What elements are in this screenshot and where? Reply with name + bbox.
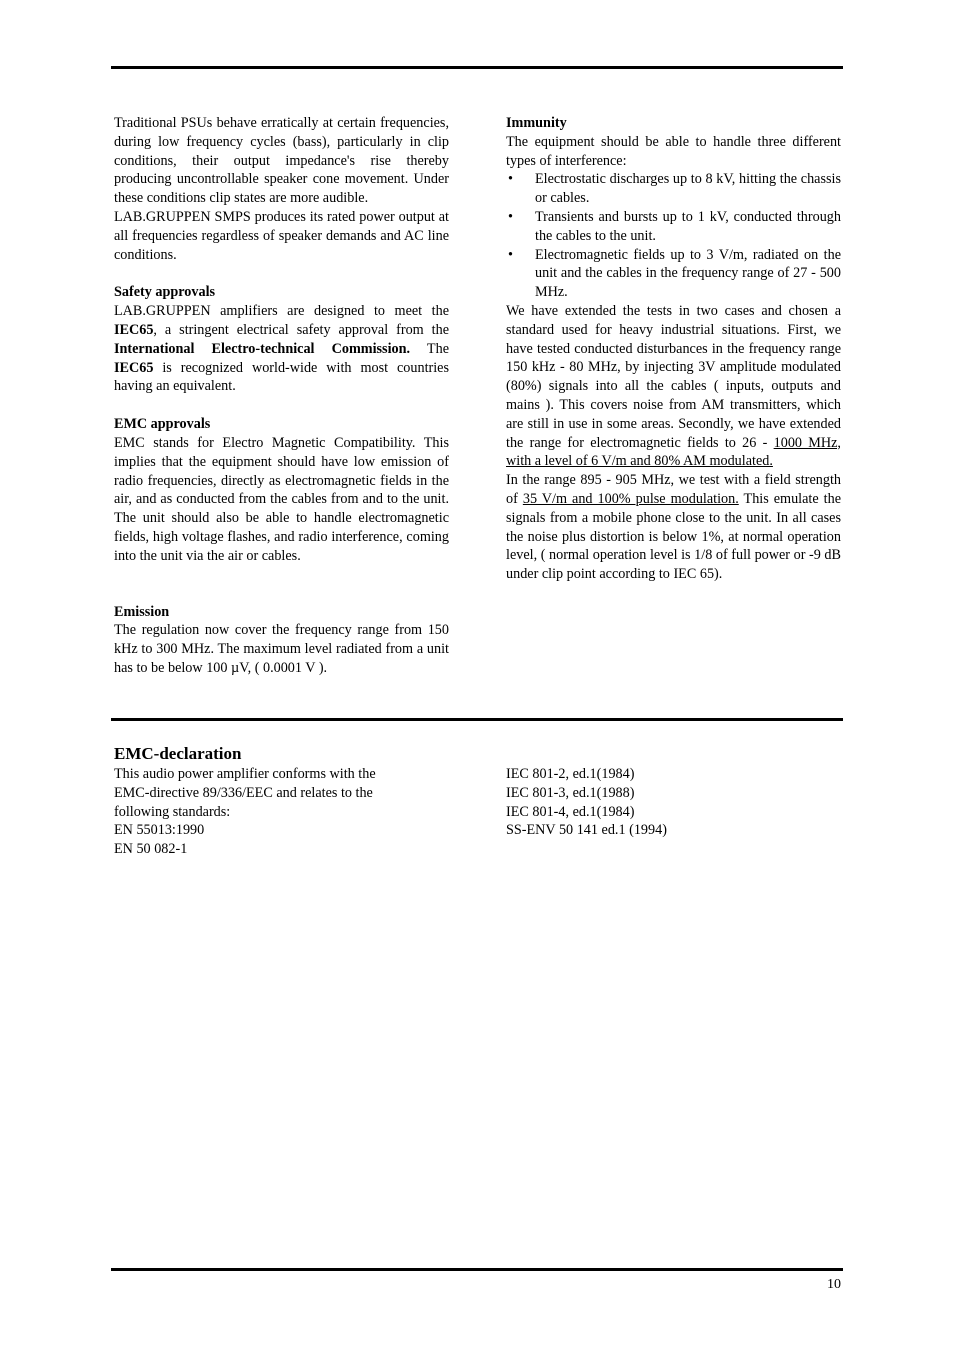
declaration-title: EMC-declaration [114,744,242,763]
declaration-right [506,765,826,840]
declaration-line: EMC-directive 89/336/EEC and relates to the [114,784,373,801]
standard-item: SS-ENV 50 141 ed.1 (1994) [506,822,667,839]
smps-paragraph: LAB.GRUPPEN SMPS produces its rated power output at all frequencies regardless of speaker demands and AC line conditions. [114,208,449,263]
standard-item: IEC 801-4, ed.1(1984) [506,803,635,820]
list-item: • Electromagnetic fields up to 3 V/m, radiated on the unit and the cables in the frequency range of 27 - 500 MHz. [506,246,841,302]
declaration-left [114,765,434,859]
extended-tests-paragraph: We have extended the tests in two cases and chosen a standard used for heavy industrial situations. First, we have tested conducted disturbances in the frequency range 150 kHz - 80 MHz, by injecting 3V amplitude modulated (80%) signals into all the cables ( inputs, outputs and mains ). This covers noise from AM transmitters, which are still in use in some areas. Secondly, we have extended the range for electromagnetic fields to 26 - 1000 MHz, with a level of 6 V/m and 80% AM modulated. [506,302,841,470]
declaration-line: This audio power amplifier conforms with the [114,766,376,782]
emc-declaration-section [114,743,841,858]
list-item: • Electrostatic discharges up to 8 kV, hitting the chassis or cables. [506,170,841,208]
page-number: 10 [827,1277,841,1292]
psu-paragraph: Traditional PSUs behave erratically at certain frequencies, during low frequency cycles (bass), particularly in clip conditions, their output impedance's rise thereby producing uncontrollable speaker cone movement. Under these conditions clip states are more audible. [114,115,449,207]
standard-item: EN 50 082-1 [114,841,188,858]
emission-paragraph: The regulation now cover the frequency range from 150 kHz to 300 MHz. The maximum level radiated from a unit has to be below 100 µV, ( 0.0001 V ). [114,622,449,676]
immunity-intro: The equipment should be able to handle three different types of interference: [506,133,841,169]
emc-heading: EMC approvals [114,416,211,433]
emission-heading: Emission [114,603,170,620]
standard-item: EN 55013:1990 [114,822,205,839]
list-item: • Transients and bursts up to 1 kV, conducted through the cables to the unit. [506,208,841,246]
range-paragraph: In the range 895 - 905 MHz, we test with a field strength of 35 V/m and 100% pulse modulation. This emulate the signals from a mobile phone close to the unit. In all cases the noise plus distortion is below 1%, at normal operation level, ( normal operation level is 1/8 of full power or -9 dB under clip point according to IEC 65). [506,472,842,583]
standard-item: IEC 801-3, ed.1(1988) [506,784,635,801]
emc-paragraph: EMC stands for Electro Magnetic Compatibility. This implies that the equipment should have low emission of radio frequencies, directly as electromagnetic fields in the air, and as conducted from the cables from and to the unit. The unit should also be able to handle electromagnetic fields, high voltage flashes, and radio interference, coming into the unit via the air or cables. [114,434,449,564]
safety-paragraph: LAB.GRUPPEN amplifiers are designed to meet the IEC65, a stringent electrical safety approval from the International Electro-technical Commission. The IEC65 is recognized world-wide with most countries having an equivalent. [114,303,449,395]
bottom-rule [111,1268,843,1271]
declaration-line: following standards: [114,803,231,820]
interference-list [506,170,841,302]
safety-heading: Safety approvals [114,284,216,301]
top-rule [111,66,843,69]
standard-item: IEC 801-2, ed.1(1984) [506,766,635,782]
right-column [506,114,841,584]
immunity-heading: Immunity [506,115,567,131]
section-rule [111,718,843,721]
left-column [114,114,449,678]
